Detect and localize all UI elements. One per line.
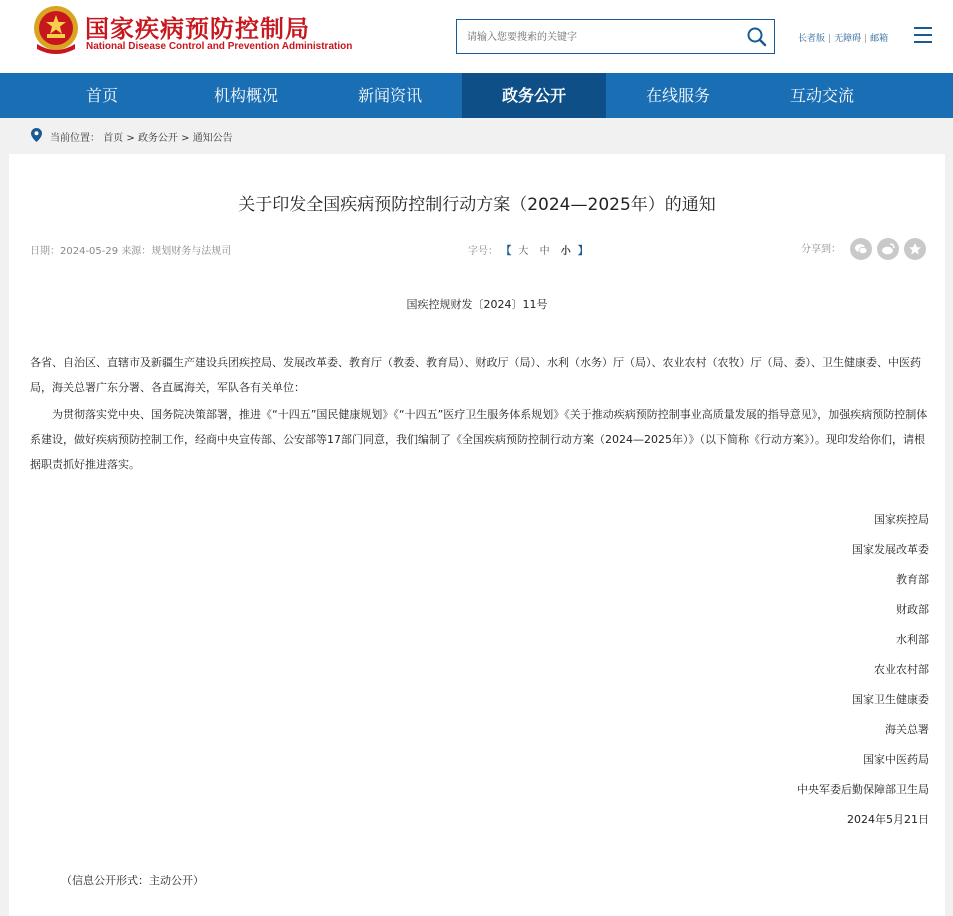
signer: 国家中医药局 bbox=[863, 753, 929, 766]
weibo-icon[interactable] bbox=[877, 238, 899, 260]
signer: 国家发展改革委 bbox=[852, 543, 929, 556]
signer: 国家疾控局 bbox=[874, 513, 929, 526]
link-separator: | bbox=[828, 34, 832, 44]
article-source: 规划财务与法规司 bbox=[151, 246, 232, 257]
elder-version-link[interactable]: 长者版 bbox=[798, 34, 826, 44]
favorite-icon[interactable] bbox=[904, 238, 926, 260]
top-links bbox=[798, 31, 888, 44]
bracket-open: 【 bbox=[501, 246, 512, 257]
nav-item-news[interactable]: 新闻资讯 bbox=[357, 86, 422, 105]
article-title: 关于印发全国疾病预防控制行动方案（2024—2025年）的通知 bbox=[238, 195, 716, 215]
breadcrumb-text bbox=[50, 129, 233, 144]
main-nav bbox=[0, 73, 953, 118]
article-panel bbox=[9, 154, 945, 916]
breadcrumb-separator: > bbox=[123, 133, 138, 144]
breadcrumb bbox=[0, 118, 953, 154]
article-meta bbox=[30, 242, 231, 257]
signer: 水利部 bbox=[896, 633, 929, 646]
disclosure-note: （信息公开形式：主动公开） bbox=[61, 874, 204, 887]
bracket-close: 】 bbox=[577, 246, 588, 257]
publish-date: 2024-05-29 bbox=[60, 246, 119, 257]
font-size-large[interactable]: 大 bbox=[518, 246, 529, 257]
breadcrumb-notices[interactable]: 通知公告 bbox=[192, 133, 233, 144]
source-label: 来源： bbox=[121, 246, 152, 257]
sign-date: 2024年5月21日 bbox=[847, 813, 929, 826]
breadcrumb-separator: > bbox=[177, 133, 193, 144]
font-size-switcher bbox=[468, 242, 588, 257]
site-header bbox=[0, 0, 953, 73]
recipients-paragraph: 各省、自治区、直辖市及新疆生产建设兵团疾控局、发展改革委、教育厅（教委、教育局）、财政厅（局）、水利（水务）厅（局）、农业农村（农牧）厅（局、委）、卫生健康委、中医药局，海关总署广东分署、各直属海关，军队各有关单位： bbox=[30, 356, 921, 394]
share-label: 分享到： bbox=[801, 244, 841, 255]
mailbox-link[interactable]: 邮箱 bbox=[870, 34, 889, 44]
menu-icon[interactable] bbox=[914, 27, 932, 44]
emblem-icon[interactable] bbox=[31, 4, 81, 56]
site-name-cn[interactable]: 国家疾病预防控制局 bbox=[85, 15, 310, 43]
nav-item-home[interactable]: 首页 bbox=[85, 86, 118, 105]
signers-list bbox=[797, 508, 929, 838]
location-pin-icon bbox=[31, 128, 42, 142]
nav-item-online-service[interactable]: 在线服务 bbox=[645, 86, 710, 105]
accessibility-link[interactable]: 无障碍 bbox=[834, 34, 862, 44]
search-icon[interactable] bbox=[746, 26, 768, 48]
font-size-medium[interactable]: 中 bbox=[539, 246, 550, 257]
wechat-icon[interactable] bbox=[850, 238, 872, 260]
site-name-en[interactable]: National Disease Control and Prevention Administration bbox=[86, 41, 353, 52]
signer: 海关总署 bbox=[885, 723, 929, 736]
search-input[interactable] bbox=[467, 28, 737, 46]
body-paragraph: 为贯彻落实党中央、国务院决策部署，推进《“十四五”国民健康规划》《“十四五”医疗卫生服务体系规划》《关于推动疾病预防控制事业高质量发展的指导意见》，加强疾病预防控制体系建设，做好疾病预防控制工作，经商中央宣传部、公安部等17部门同意，我们编制了《全国疾病预防控制行动方案（2024—2025年）》（以下简称《行动方案》）。现印发给你们，请根据职责抓好推进落实。 bbox=[30, 408, 928, 471]
breadcrumb-gov-affairs[interactable]: 政务公开 bbox=[137, 133, 178, 144]
font-size-label: 字号： bbox=[468, 246, 498, 257]
signer: 中央军委后勤保障部卫生局 bbox=[797, 783, 929, 796]
nav-item-about[interactable]: 机构概况 bbox=[213, 86, 278, 105]
date-label: 日期： bbox=[30, 246, 60, 257]
document-number: 国疾控规财发〔2024〕11号 bbox=[406, 298, 548, 311]
signer: 农业农村部 bbox=[874, 663, 929, 676]
search-box bbox=[456, 19, 775, 54]
nav-item-interaction[interactable]: 互动交流 bbox=[789, 86, 854, 105]
font-size-small[interactable]: 小 bbox=[560, 246, 571, 257]
breadcrumb-home[interactable]: 首页 bbox=[103, 133, 124, 144]
nav-item-gov-affairs[interactable]: 政务公开 bbox=[462, 73, 606, 118]
signer: 财政部 bbox=[896, 603, 929, 616]
breadcrumb-prefix: 当前位置： bbox=[50, 133, 100, 144]
link-separator: | bbox=[864, 34, 868, 44]
signer: 国家卫生健康委 bbox=[852, 693, 929, 706]
signer: 教育部 bbox=[896, 573, 929, 586]
